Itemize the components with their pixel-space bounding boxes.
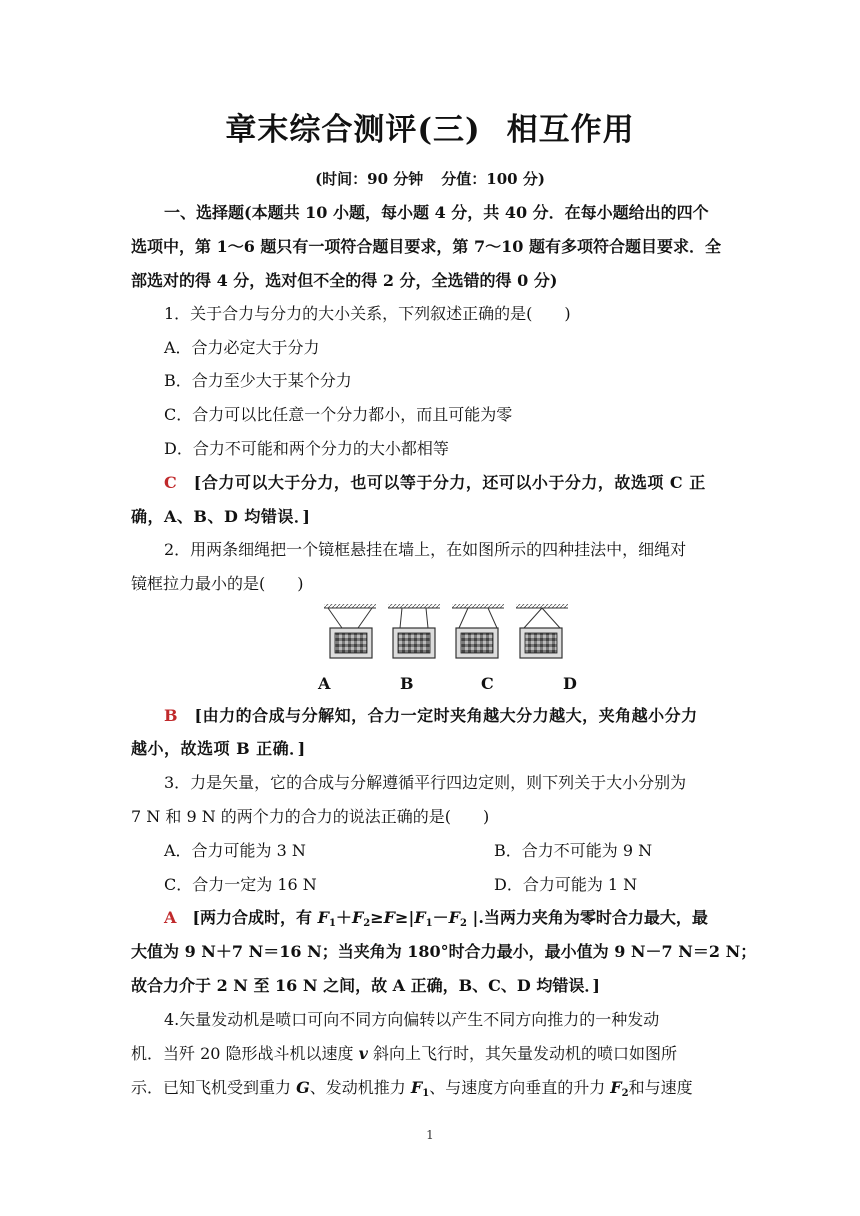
q1-answer: C [164, 473, 178, 492]
figure-label-c: C [481, 674, 494, 693]
q2-answer: B [164, 706, 179, 725]
frames-figure [318, 602, 580, 664]
q3-stem-line2: 7 N 和 9 N 的两个力的合力的说法正确的是( ) [131, 807, 490, 826]
q4-line3: 示．已知飞机受到重力 G、发动机推力 $F_1$、与速度方向垂直的升力 $F_2$和与速度 [131, 1078, 693, 1099]
figure-label-d: D [563, 674, 577, 693]
q1-option-d: D．合力不可能和两个分力的大小都相等 [164, 439, 449, 458]
q4-line2: 机．当歼 20 隐形战斗机以速度 v 斜向上飞行时，其矢量发动机的喷口如图所 [131, 1044, 678, 1063]
score-total: 分值：100 分) [441, 170, 545, 188]
q2-explanation-line1: B [由力的合成与分解知，合力一定时夹角越大分力越大，夹角越小分力 [164, 706, 698, 725]
section-heading: 一、选择题 [164, 203, 245, 222]
time-limit: (时间：90 分钟 [315, 170, 424, 188]
q2-stem-line1: 2．用两条细绳把一个镜框悬挂在墙上，在如图所示的四种挂法中，细绳对 [164, 540, 687, 559]
section1-line2: 选项中，第 1～6 题只有一项符合题目要求，第 7～10 题有多项符合题目要求．全 [131, 237, 721, 256]
frame-b [388, 604, 440, 658]
resultant-inequality: $F_1+F_2\ge F\ge|F_1-F_2$ | [317, 908, 479, 929]
frame-d [516, 604, 568, 658]
q1-explanation-line2: 确，A、B、D 均错误．] [131, 507, 311, 526]
q3-explanation-line3: 故合力介于 2 N 至 16 N 之间，故 A 正确，B、C、D 均错误．] [131, 976, 600, 995]
section1-line3: 部选对的得 4 分，选对但不全的得 2 分，全选错的得 0 分) [131, 271, 558, 290]
figure-label-b: B [400, 674, 414, 693]
frame-c [452, 604, 504, 658]
q3-option-d: D．合力可能为 1 N [494, 875, 638, 894]
q1-stem: 1．关于合力与分力的大小关系，下列叙述正确的是( ) [164, 304, 571, 323]
q1-option-b: B．合力至少大于某个分力 [164, 371, 352, 390]
q3-explanation-line1: A [两力合成时，有 $F_1+F_2\ge F\ge|F_1-F_2$ |.当两力夹角为零时合力最大，最 [164, 908, 708, 929]
q1-explanation-line1: C [合力可以大于分力，也可以等于分力，还可以小于分力，故选项 C 正 [164, 473, 706, 492]
page-title [0, 104, 860, 149]
q3-answer: A [164, 908, 177, 927]
q3-option-a: A．合力可能为 3 N [164, 841, 306, 860]
title-main: 章末综合测评(三) [225, 112, 481, 148]
exam-info [0, 168, 860, 189]
q3-stem-line1: 3．力是矢量，它的合成与分解遵循平行四边定则，则下列关于大小分别为 [164, 773, 687, 792]
section1-line1: 一、选择题(本题共 10 小题，每小题 4 分，共 40 分．在每小题给出的四个 [164, 203, 709, 222]
page-number: 1 [426, 1128, 434, 1142]
q2-stem-line2: 镜框拉力最小的是( ) [131, 574, 304, 593]
q3-options-row2 [164, 874, 731, 896]
q2-explanation-line2: 越小，故选项 B 正确．] [131, 739, 306, 758]
q3-explanation-line2: 大值为 9 N＋7 N＝16 N；当夹角为 180°时合力最小，最小值为 9 N－7 N＝2 N； [131, 942, 757, 961]
q3-option-c: C．合力一定为 16 N [164, 875, 317, 894]
frame-a [324, 604, 376, 658]
figure-label-a: A [318, 674, 331, 693]
q1-option-a: A．合力必定大于分力 [164, 338, 320, 357]
title-sub: 相互作用 [506, 112, 635, 148]
q3-options-row1 [164, 840, 731, 862]
q4-line1: 4.矢量发动机是喷口可向不同方向偏转以产生不同方向推力的一种发动 [164, 1010, 660, 1029]
q3-option-b: B．合力不可能为 9 N [494, 841, 653, 860]
q1-option-c: C．合力可以比任意一个分力都小，而且可能为零 [164, 405, 513, 424]
